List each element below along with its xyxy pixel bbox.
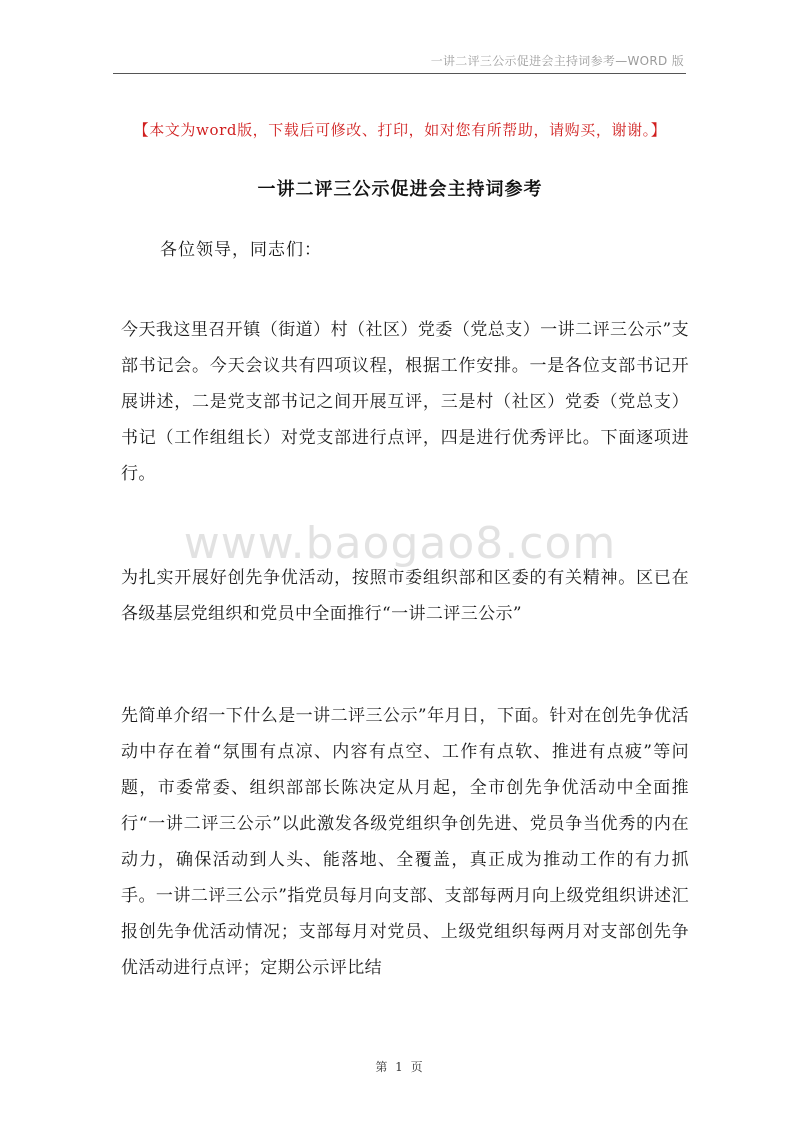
paragraph-2: 为扎实开展好创先争优活动，按照市委组织部和区委的有关精神。区已在各级基层党组织和党员中全面推行“一讲二评三公示”	[121, 568, 689, 624]
watermark: www.baogao8.com	[183, 518, 617, 569]
download-notice: 【本文为word版，下载后可修改、打印，如对您有所帮助，请购买，谢谢。】	[133, 121, 667, 139]
greeting: 各位领导，同志们：	[160, 240, 322, 260]
paragraph-1: 今天我这里召开镇（街道）村（社区）党委（党总支）一讲二评三公示”支部书记会。今天会议共有四项议程，根据工作安排。一是各位支部书记开展讲述，二是党支部书记之间开展互评，三是村（社区）党委（党总支）书记（工作组组长）对党支部进行点评，四是进行优秀评比。下面逐项进行。	[121, 320, 689, 484]
header-divider	[113, 73, 686, 74]
page-number: 第 1 页	[375, 1060, 425, 1074]
running-header: 一讲二评三公示促进会主持词参考—WORD 版	[430, 54, 684, 68]
document-title: 一讲二评三公示促进会主持词参考	[257, 179, 543, 200]
paragraph-3: 先简单介绍一下什么是一讲二评三公示”年月日，下面。针对在创先争优活动中存在着“氛围有点凉、内容有点空、工作有点软、推进有点疲”等问题，市委常委、组织部部长陈决定从月起，全市创先争优活动中全面推行“一讲二评三公示”以此激发各级党组织争创先进、党员争当优秀的内在动力，确保活动到人头、能落地、全覆盖，真正成为推动工作的有力抓手。一讲二评三公示”指党员每月向支部、支部每两月向上级党组织讲述汇报创先争优活动情况；支部每月对党员、上级党组织每两月对支部创先争优活动进行点评；定期公示评比结	[121, 706, 689, 978]
